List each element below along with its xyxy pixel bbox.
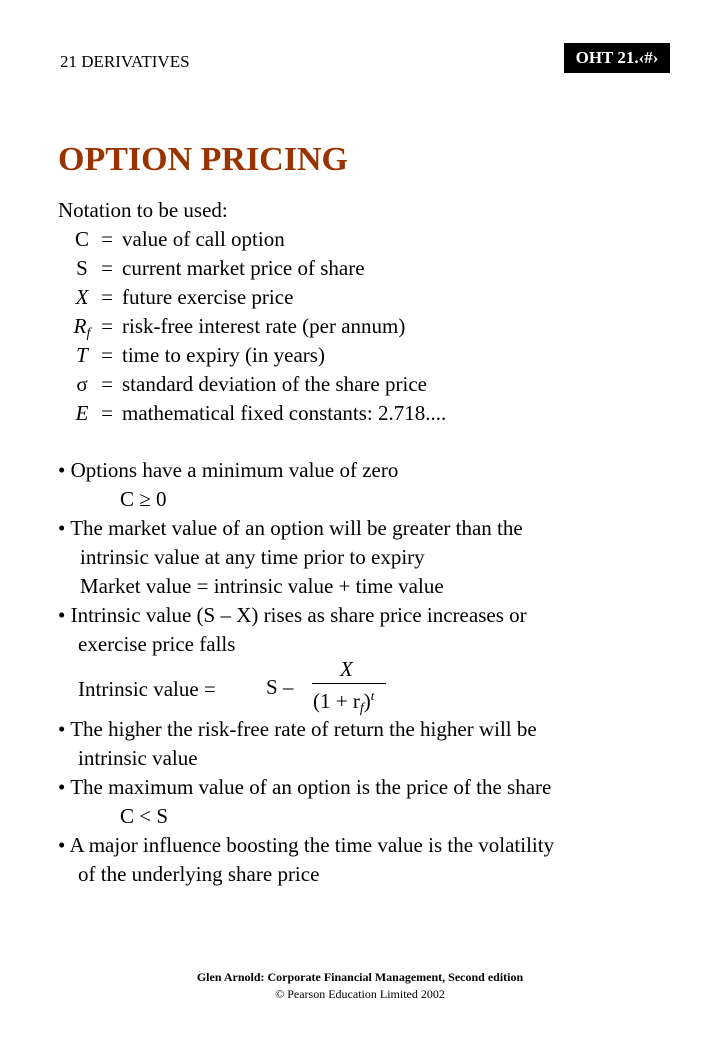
notation-equals: = [101,372,113,396]
notation-row-s [72,256,365,281]
formula-denominator [313,688,374,717]
formula-label: Intrinsic value = [78,677,216,701]
notation-row-x [72,285,293,310]
notation-symbol: X [75,285,89,309]
bullet-intrinsic-value: • Intrinsic value (S – X) rises as share price increases or [58,603,527,627]
notation-row-rf [72,314,405,342]
fraction-bar [312,683,386,684]
notation-equals: = [101,285,113,309]
bullet-volatility-cont: of the underlying share price [78,862,320,886]
bullet-risk-free: • The higher the risk-free rate of return the higher will be [58,717,537,741]
bullet-minimum-value: • Options have a minimum value of zero [58,458,399,482]
bullet-intrinsic-value-cont: exercise price falls [78,632,236,656]
notation-equals: = [101,314,113,338]
notation-row-sigma [72,372,427,397]
bullet-volatility: • A major influence boosting the time value is the volatility [58,833,555,857]
notation-description: risk-free interest rate (per annum) [122,314,406,338]
slide-number-badge: OHT 21.‹#› [564,43,670,73]
formula-den-superscript: t [370,688,375,703]
bullet-risk-free-cont: intrinsic value [78,746,198,770]
notation-equals: = [101,401,113,425]
page-title: OPTION PRICING [58,141,348,178]
notation-row-t [72,343,325,368]
notation-description: time to expiry (in years) [122,343,325,367]
notation-description: mathematical fixed constants: 2.718.... [122,401,447,425]
notation-equals: = [101,343,113,367]
footer-copyright: © Pearson Education Limited 2002 [275,987,445,1001]
notation-symbol: σ [76,372,88,396]
notation-symbol: E [75,401,89,425]
market-value-equation: Market value = intrinsic value + time value [80,574,444,598]
bullet-market-value: • The market value of an option will be greater than the [58,516,523,540]
notation-description: current market price of share [122,256,365,280]
notation-symbol-base: R [73,314,87,338]
bullet-market-value-cont: intrinsic value at any time prior to expiry [80,545,425,569]
formula-den-subscript: f [359,701,364,716]
notation-description: value of call option [122,227,285,251]
formula-numerator: X [340,657,353,681]
formula-den-open: (1 + r [313,689,360,713]
footer-book-title: Glen Arnold: Corporate Financial Management, Second edition [196,970,524,984]
notation-row-e [72,401,446,426]
chapter-heading: 21 DERIVATIVES [60,52,190,71]
notation-symbol [72,314,92,342]
notation-symbol-subscript: f [86,326,91,341]
notation-symbol: S [76,256,88,280]
notation-symbol: C [74,227,89,251]
notation-equals: = [101,227,113,251]
notation-intro: Notation to be used: [58,198,228,222]
formula-lhs: S – [266,675,294,699]
notation-equals: = [101,256,113,280]
formula-c-min: C ≥ 0 [120,487,167,511]
notation-description: future exercise price [122,285,294,309]
notation-description: standard deviation of the share price [122,372,427,396]
notation-row-c [72,227,285,252]
formula-den-close: ) [363,689,371,713]
bullet-maximum-value: • The maximum value of an option is the price of the share [58,775,552,799]
notation-symbol: T [76,343,88,367]
formula-c-max: C < S [120,804,169,828]
